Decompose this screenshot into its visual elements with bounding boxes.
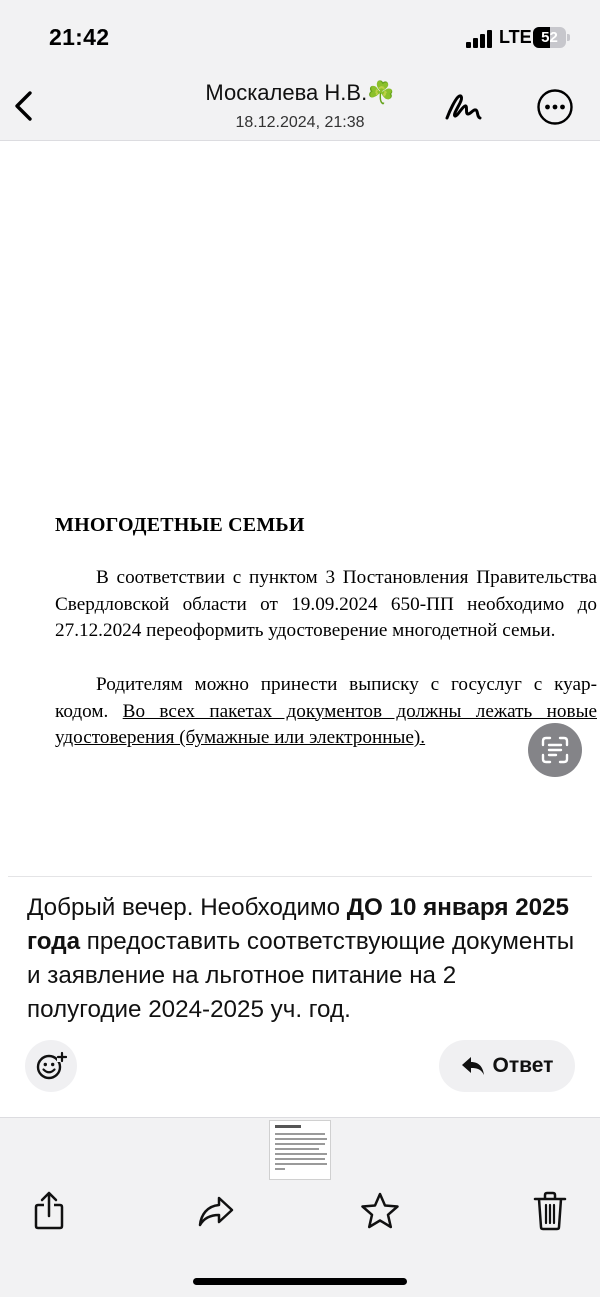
share-icon [32,1191,66,1231]
reply-button[interactable] [439,1040,575,1092]
markup-button[interactable] [440,84,486,130]
document-preview[interactable] [0,142,600,876]
document-paragraph-2 [55,672,597,752]
document-paragraph-2-text: Родителям можно принести выписку с госуслуг с куар-кодом. [55,674,597,722]
add-reaction-button[interactable] [25,1040,77,1092]
message-timestamp: 18.12.2024, 21:38 [235,114,365,131]
message-text-bold: ДО 10 января 2025 года [27,894,570,955]
live-text-icon [540,735,570,765]
live-text-button[interactable] [528,723,582,777]
battery-level: 52 [541,29,558,46]
document-heading: МНОГОДЕТНЫЕ СЕМЬИ [55,514,305,536]
network-type: LTE [499,27,532,47]
trash-icon [533,1191,567,1231]
separator [8,876,592,877]
signal-strength-icon [466,30,492,48]
message-text [27,891,577,1027]
share-button[interactable] [26,1188,72,1234]
reply-arrow-icon [461,1056,485,1076]
favorite-button[interactable] [357,1188,403,1234]
nav-bar [0,76,600,141]
back-button[interactable] [8,84,38,128]
sender-name: Москалева Н.В. [205,80,368,105]
reply-label: Ответ [492,1054,554,1077]
message-text-part-1: Добрый вечер. Необходимо [27,894,347,921]
attachment-thumbnail[interactable] [269,1120,331,1180]
star-icon [360,1191,400,1231]
document-paragraph-1: В соответствии с пунктом 3 Постановления Правительства Свердловской области от 19.09.2024 650-ПП необходимо до 27.12.2024 переоформить удостоверение многодетной семьи. [55,567,597,642]
chevron-left-icon [13,90,33,122]
forward-button[interactable] [193,1188,239,1234]
forward-icon [196,1194,236,1228]
chat-title [150,80,450,106]
delete-button[interactable] [527,1188,573,1234]
status-time: 21:42 [49,24,110,50]
message-text-part-2: предоставить соответствующие документы и заявление на льготное питание на 2 полугодие 2024-2025 уч. год. [27,928,575,1023]
more-button[interactable] [536,88,574,126]
smiley-plus-icon [35,1050,67,1082]
markup-pen-icon [443,90,483,124]
home-indicator [193,1278,407,1285]
document-underlined-text: Во всех пакетах документов должны лежать новые удостоверения (бумажные или электронные). [55,700,597,749]
status-bar [0,0,600,76]
more-ellipsis-icon [536,88,574,126]
bottom-toolbar [0,1117,600,1297]
battery-icon [533,27,569,49]
clover-emoji: ☘️ [367,80,395,105]
